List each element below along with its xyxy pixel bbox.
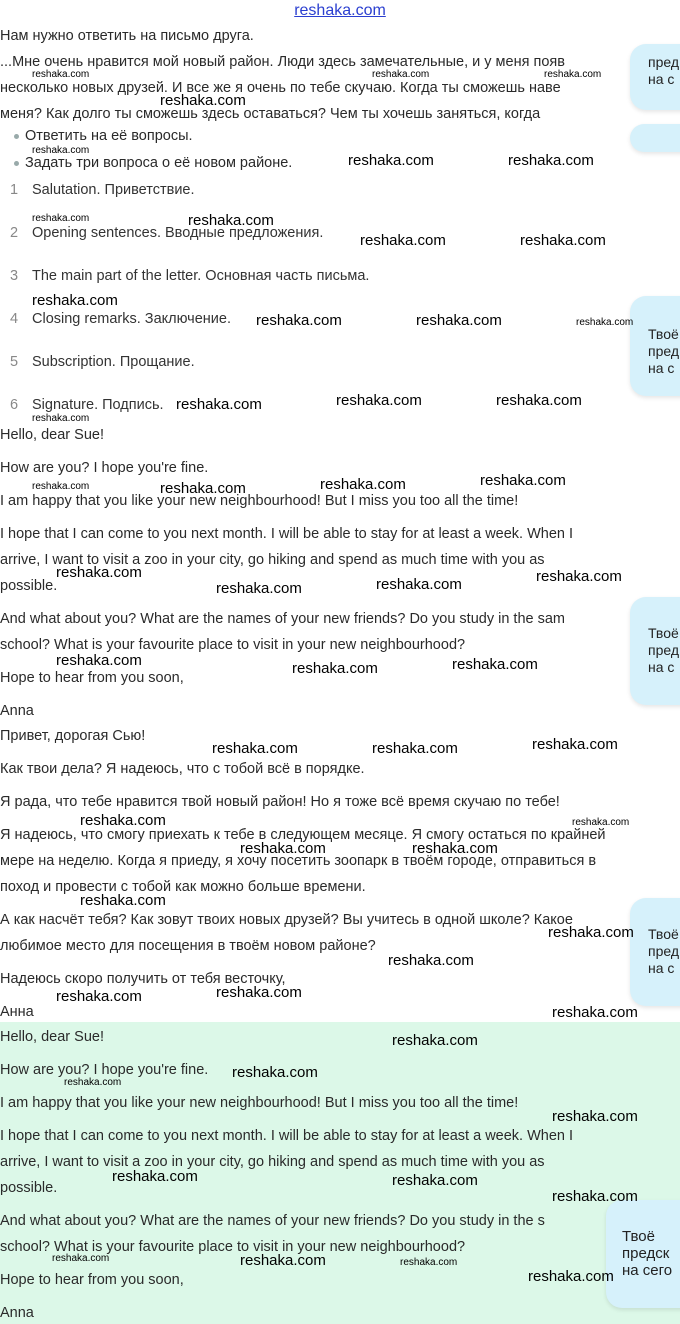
watermark: reshaka.com [80, 892, 166, 909]
letter-en-line: And what about you? What are the names of your new friends? Do you study in the sam [0, 611, 566, 627]
suggestion-card[interactable]: Твоё пред на с [630, 296, 680, 396]
watermark: reshaka.com [160, 92, 246, 109]
letter-en-line: arrive, I want to visit a zoo in your city, go hiking and spend as much time with you as [0, 552, 545, 568]
letter-en-line: I hope that I can come to you next month. I will be able to stay for at least a week. When I [0, 526, 574, 542]
letter-ru-line: любимое место для посещения в твоём новом районе? [0, 938, 376, 954]
watermark: reshaka.com [548, 924, 634, 941]
watermark: reshaka.com [64, 1077, 122, 1088]
step-item: 3 The main part of the letter. Основная часть письма. [10, 268, 370, 284]
watermark: reshaka.com [552, 1188, 638, 1205]
letter-en-green-line: school? What is your favourite place to visit in your new neighbourhood? [0, 1239, 466, 1255]
letter-line: ...Мне очень нравится мой новый район. Люди здесь замечательные, и у меня появ [0, 54, 565, 70]
watermark: reshaka.com [292, 660, 378, 677]
watermark: reshaka.com [372, 740, 458, 757]
letter-line: меня? Как долго ты сможешь здесь оставаться? Чем ты хочешь заняться, когда [0, 106, 541, 122]
watermark: reshaka.com [528, 1268, 614, 1285]
letter-ru-line: Как твои дела? Я надеюсь, что с тобой всё в порядке. [0, 761, 365, 777]
watermark: reshaka.com [520, 232, 606, 249]
letter-en-green-line: Hope to hear from you soon, [0, 1272, 184, 1288]
watermark: reshaka.com [176, 396, 262, 413]
letter-ru-line: мере на неделю. Когда я приеду, я хочу посетить зоопарк в твоём городе, отправиться в [0, 853, 597, 869]
watermark: reshaka.com [552, 1108, 638, 1125]
watermark: reshaka.com [232, 1064, 318, 1081]
watermark: reshaka.com [388, 952, 474, 969]
letter-en-green-line: I hope that I can come to you next month. I will be able to stay for at least a week. When I [0, 1128, 574, 1144]
letter-ru-line: Я надеюсь, что смогу приехать к тебе в следующем месяце. Я смогу остаться по крайней [0, 827, 606, 843]
watermark: reshaka.com [392, 1032, 478, 1049]
watermark: reshaka.com [552, 1004, 638, 1021]
watermark: reshaka.com [188, 212, 274, 229]
suggestion-card[interactable]: пред на с [630, 44, 680, 110]
watermark: reshaka.com [56, 564, 142, 581]
letter-en-line: I am happy that you like your new neighbourhood! But I miss you too all the time! [0, 493, 519, 509]
suggestion-card[interactable]: Твоё предск на сего [606, 1200, 680, 1308]
watermark: reshaka.com [212, 740, 298, 757]
letter-en-green-line: possible. [0, 1180, 58, 1196]
watermark: reshaka.com [32, 69, 90, 80]
suggestion-card[interactable]: Твоё пред на с [630, 898, 680, 1006]
watermark: reshaka.com [496, 392, 582, 409]
task-title: Нам нужно ответить на письмо друга. [0, 28, 254, 44]
letter-line: несколько новых друзей. И все же я очень по тебе скучаю. Когда ты сможешь наве [0, 80, 561, 96]
letter-en-line: Hope to hear from you soon, [0, 670, 184, 686]
watermark: reshaka.com [336, 392, 422, 409]
step-item: 5 Subscription. Прощание. [10, 354, 195, 370]
watermark: reshaka.com [32, 292, 118, 309]
watermark: reshaka.com [480, 472, 566, 489]
watermark: reshaka.com [80, 812, 166, 829]
watermark: reshaka.com [348, 152, 434, 169]
letter-en-line: school? What is your favourite place to visit in your new neighbourhood? [0, 637, 466, 653]
watermark: reshaka.com [452, 656, 538, 673]
letter-en-green-line: arrive, I want to visit a zoo in your city, go hiking and spend as much time with you as [0, 1154, 545, 1170]
letter-en-green-line: I am happy that you like your new neighbourhood! But I miss you too all the time! [0, 1095, 519, 1111]
watermark: reshaka.com [412, 840, 498, 857]
bullet-item: Задать три вопроса о её новом районе. [14, 154, 292, 172]
letter-ru-line: Привет, дорогая Сью! [0, 728, 146, 744]
step-item: 1 Salutation. Приветствие. [10, 182, 195, 198]
step-item: 4 Closing remarks. Заключение. [10, 311, 231, 327]
letter-ru-line: Анна [0, 1004, 34, 1020]
watermark: reshaka.com [256, 312, 342, 329]
bullet-dot-icon [14, 134, 19, 139]
letter-en-line: possible. [0, 578, 58, 594]
letter-en-green-line: Hello, dear Sue! [0, 1029, 104, 1045]
watermark: reshaka.com [576, 317, 634, 328]
watermark: reshaka.com [32, 413, 90, 424]
watermark: reshaka.com [400, 1257, 458, 1268]
letter-en-line: Hello, dear Sue! [0, 427, 104, 443]
site-header-link[interactable]: reshaka.com [294, 2, 386, 19]
watermark: reshaka.com [160, 480, 246, 497]
letter-ru-line: Надеюсь скоро получить от тебя весточку, [0, 971, 286, 987]
watermark: reshaka.com [56, 652, 142, 669]
watermark: reshaka.com [32, 213, 90, 224]
letter-en-green-line: And what about you? What are the names of your new friends? Do you study in the s [0, 1213, 545, 1229]
letter-en-green-line: Anna [0, 1305, 34, 1321]
letter-en-line: How are you? I hope you're fine. [0, 460, 209, 476]
letter-ru-line: А как насчёт тебя? Как зовут твоих новых друзей? Вы учитесь в одной школе? Какое [0, 912, 573, 928]
watermark: reshaka.com [360, 232, 446, 249]
watermark: reshaka.com [216, 984, 302, 1001]
watermark: reshaka.com [372, 69, 430, 80]
watermark: reshaka.com [416, 312, 502, 329]
watermark: reshaka.com [112, 1168, 198, 1185]
watermark: reshaka.com [240, 1252, 326, 1269]
watermark: reshaka.com [392, 1172, 478, 1189]
watermark: reshaka.com [572, 817, 630, 828]
watermark: reshaka.com [544, 69, 602, 80]
step-item: 6 Signature. Подпись. [10, 397, 164, 413]
letter-en-line: Anna [0, 703, 34, 719]
letter-ru-line: поход и провести с тобой как можно больше времени. [0, 879, 366, 895]
watermark: reshaka.com [52, 1253, 110, 1264]
bullet-dot-icon [14, 161, 19, 166]
watermark: reshaka.com [216, 580, 302, 597]
step-item: 2 Opening sentences. Вводные предложения. [10, 225, 324, 241]
watermark: reshaka.com [240, 840, 326, 857]
bullet-item: Ответить на её вопросы. [14, 127, 193, 145]
watermark: reshaka.com [376, 576, 462, 593]
letter-ru-line: Я рада, что тебе нравится твой новый район! Но я тоже всё время скучаю по тебе! [0, 794, 560, 810]
watermark: reshaka.com [320, 476, 406, 493]
watermark: reshaka.com [56, 988, 142, 1005]
letter-en-green-line: How are you? I hope you're fine. [0, 1062, 209, 1078]
suggestion-card[interactable]: Твоё пред на с [630, 597, 680, 705]
watermark: reshaka.com [532, 736, 618, 753]
watermark: reshaka.com [32, 145, 90, 156]
watermark: reshaka.com [32, 481, 90, 492]
suggestion-card-stub[interactable] [630, 124, 680, 152]
watermark: reshaka.com [536, 568, 622, 585]
watermark: reshaka.com [508, 152, 594, 169]
